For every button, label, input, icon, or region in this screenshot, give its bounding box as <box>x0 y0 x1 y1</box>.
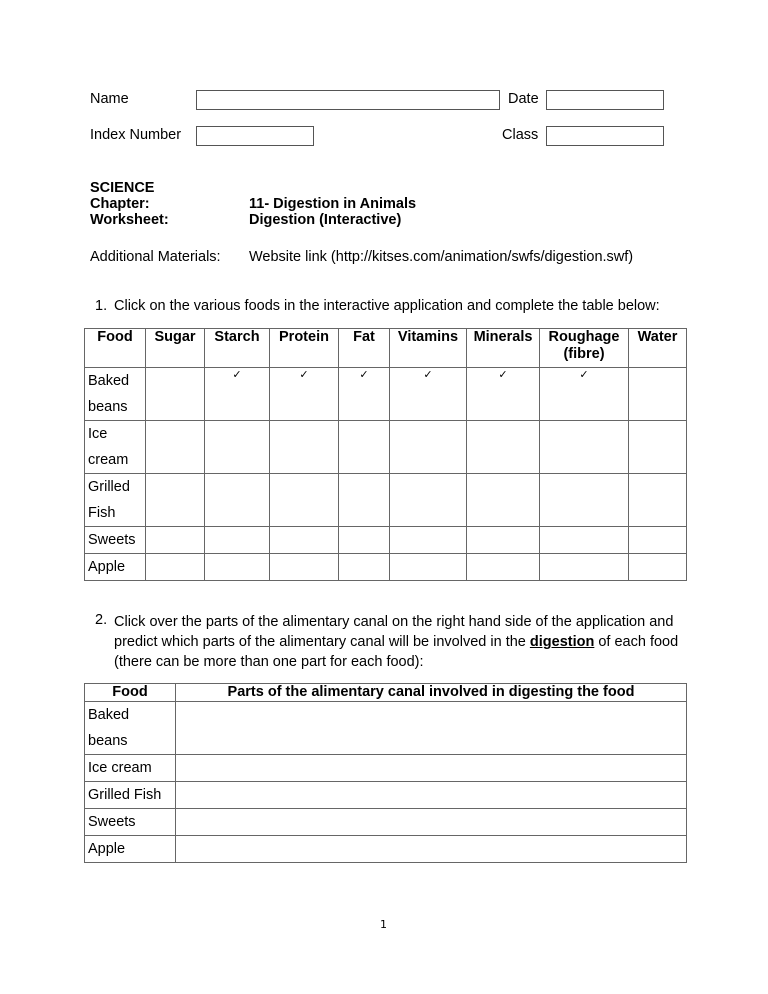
answer-cell[interactable] <box>270 554 339 581</box>
answer-cell[interactable] <box>270 474 339 527</box>
food-cell: Sweets <box>85 809 176 836</box>
check-icon[interactable]: ✓ <box>467 368 540 421</box>
table-row <box>85 782 687 809</box>
page-number: 1 <box>380 918 387 931</box>
q2-emphasis: digestion <box>529 634 595 650</box>
answer-cell[interactable] <box>176 702 687 755</box>
check-icon[interactable]: ✓ <box>390 368 467 421</box>
worksheet-title: Digestion (Interactive) <box>249 212 402 228</box>
answer-cell[interactable] <box>146 474 205 527</box>
answer-cell[interactable] <box>390 421 467 474</box>
food-cell: Grilled Fish <box>85 782 176 809</box>
food-cell: Ice cream <box>85 421 146 474</box>
answer-cell[interactable] <box>540 421 629 474</box>
answer-cell[interactable] <box>339 527 390 554</box>
answer-cell[interactable] <box>205 474 270 527</box>
table-row <box>85 554 687 581</box>
answer-cell[interactable] <box>205 421 270 474</box>
answer-cell[interactable] <box>629 368 687 421</box>
food-cell: Apple <box>85 836 176 863</box>
answer-cell[interactable] <box>390 474 467 527</box>
answer-cell[interactable] <box>339 474 390 527</box>
answer-cell[interactable] <box>629 474 687 527</box>
nutrients-table <box>84 328 687 581</box>
name-field[interactable] <box>196 90 500 110</box>
check-icon[interactable]: ✓ <box>270 368 339 421</box>
answer-cell[interactable] <box>146 421 205 474</box>
check-icon[interactable]: ✓ <box>205 368 270 421</box>
food-cell: Grilled Fish <box>85 474 146 527</box>
column-header: Vitamins <box>390 329 467 368</box>
food-cell: Apple <box>85 554 146 581</box>
answer-cell[interactable] <box>390 527 467 554</box>
answer-cell[interactable] <box>176 782 687 809</box>
table-row <box>85 836 687 863</box>
table-row <box>85 368 687 421</box>
q2-number: 2. <box>95 612 108 628</box>
table-row <box>85 421 687 474</box>
alimentary-table <box>84 683 687 863</box>
materials-label: Additional Materials: <box>90 249 221 265</box>
answer-cell[interactable] <box>146 527 205 554</box>
index-number-label: Index Number <box>90 127 182 143</box>
q2-text-start: Click over the parts of the alimentary canal on the right hand side of the application and predict which parts of the alimentary canal will be involved in the <box>114 614 674 650</box>
q2-text <box>114 612 694 672</box>
column-header: Roughage (fibre) <box>540 329 629 368</box>
q1-text: Click on the various foods in the interactive application and complete the table below: <box>114 298 660 314</box>
column-header: Minerals <box>467 329 540 368</box>
q1-number: 1. <box>95 298 108 314</box>
materials-link[interactable]: Website link (http://kitses.com/animation/swfs/digestion.swf) <box>249 249 634 265</box>
answer-cell[interactable] <box>339 554 390 581</box>
answer-cell[interactable] <box>540 527 629 554</box>
class-field[interactable] <box>546 126 664 146</box>
column-header: Food <box>85 684 176 702</box>
food-cell: Baked beans <box>85 702 176 755</box>
answer-cell[interactable] <box>146 368 205 421</box>
answer-cell[interactable] <box>390 554 467 581</box>
column-header: Starch <box>205 329 270 368</box>
answer-cell[interactable] <box>467 527 540 554</box>
check-icon[interactable]: ✓ <box>540 368 629 421</box>
worksheet-label: Worksheet: <box>90 212 169 228</box>
check-icon[interactable]: ✓ <box>339 368 390 421</box>
name-label: Name <box>90 91 129 107</box>
chapter-title: 11- Digestion in Animals <box>249 196 417 212</box>
table-row <box>85 755 687 782</box>
q2-text-end: of each food (there can be more than one part for each food): <box>114 634 679 670</box>
answer-cell[interactable] <box>467 554 540 581</box>
answer-cell[interactable] <box>540 554 629 581</box>
column-header: Food <box>85 329 146 368</box>
food-cell: Ice cream <box>85 755 176 782</box>
answer-cell[interactable] <box>176 809 687 836</box>
class-label: Class <box>502 127 539 143</box>
food-cell: Sweets <box>85 527 146 554</box>
table-row <box>85 702 687 755</box>
index-number-field[interactable] <box>196 126 314 146</box>
date-label: Date <box>508 91 539 107</box>
answer-cell[interactable] <box>629 527 687 554</box>
answer-cell[interactable] <box>205 527 270 554</box>
column-header: Water <box>629 329 687 368</box>
table-row <box>85 474 687 527</box>
subject-heading: SCIENCE <box>90 180 155 196</box>
answer-cell[interactable] <box>270 421 339 474</box>
column-header: Protein <box>270 329 339 368</box>
table-header-row <box>85 684 687 702</box>
answer-cell[interactable] <box>339 421 390 474</box>
date-field[interactable] <box>546 90 664 110</box>
answer-cell[interactable] <box>629 421 687 474</box>
column-header: Fat <box>339 329 390 368</box>
column-header: Parts of the alimentary canal involved in digesting the food <box>176 684 687 702</box>
answer-cell[interactable] <box>176 836 687 863</box>
answer-cell[interactable] <box>205 554 270 581</box>
answer-cell[interactable] <box>270 527 339 554</box>
answer-cell[interactable] <box>467 474 540 527</box>
column-header: Sugar <box>146 329 205 368</box>
answer-cell[interactable] <box>629 554 687 581</box>
food-cell: Baked beans <box>85 368 146 421</box>
table-row <box>85 527 687 554</box>
answer-cell[interactable] <box>467 421 540 474</box>
answer-cell[interactable] <box>146 554 205 581</box>
chapter-label: Chapter: <box>90 196 150 212</box>
answer-cell[interactable] <box>176 755 687 782</box>
answer-cell[interactable] <box>540 474 629 527</box>
table-row <box>85 809 687 836</box>
table-header-row <box>85 329 687 368</box>
